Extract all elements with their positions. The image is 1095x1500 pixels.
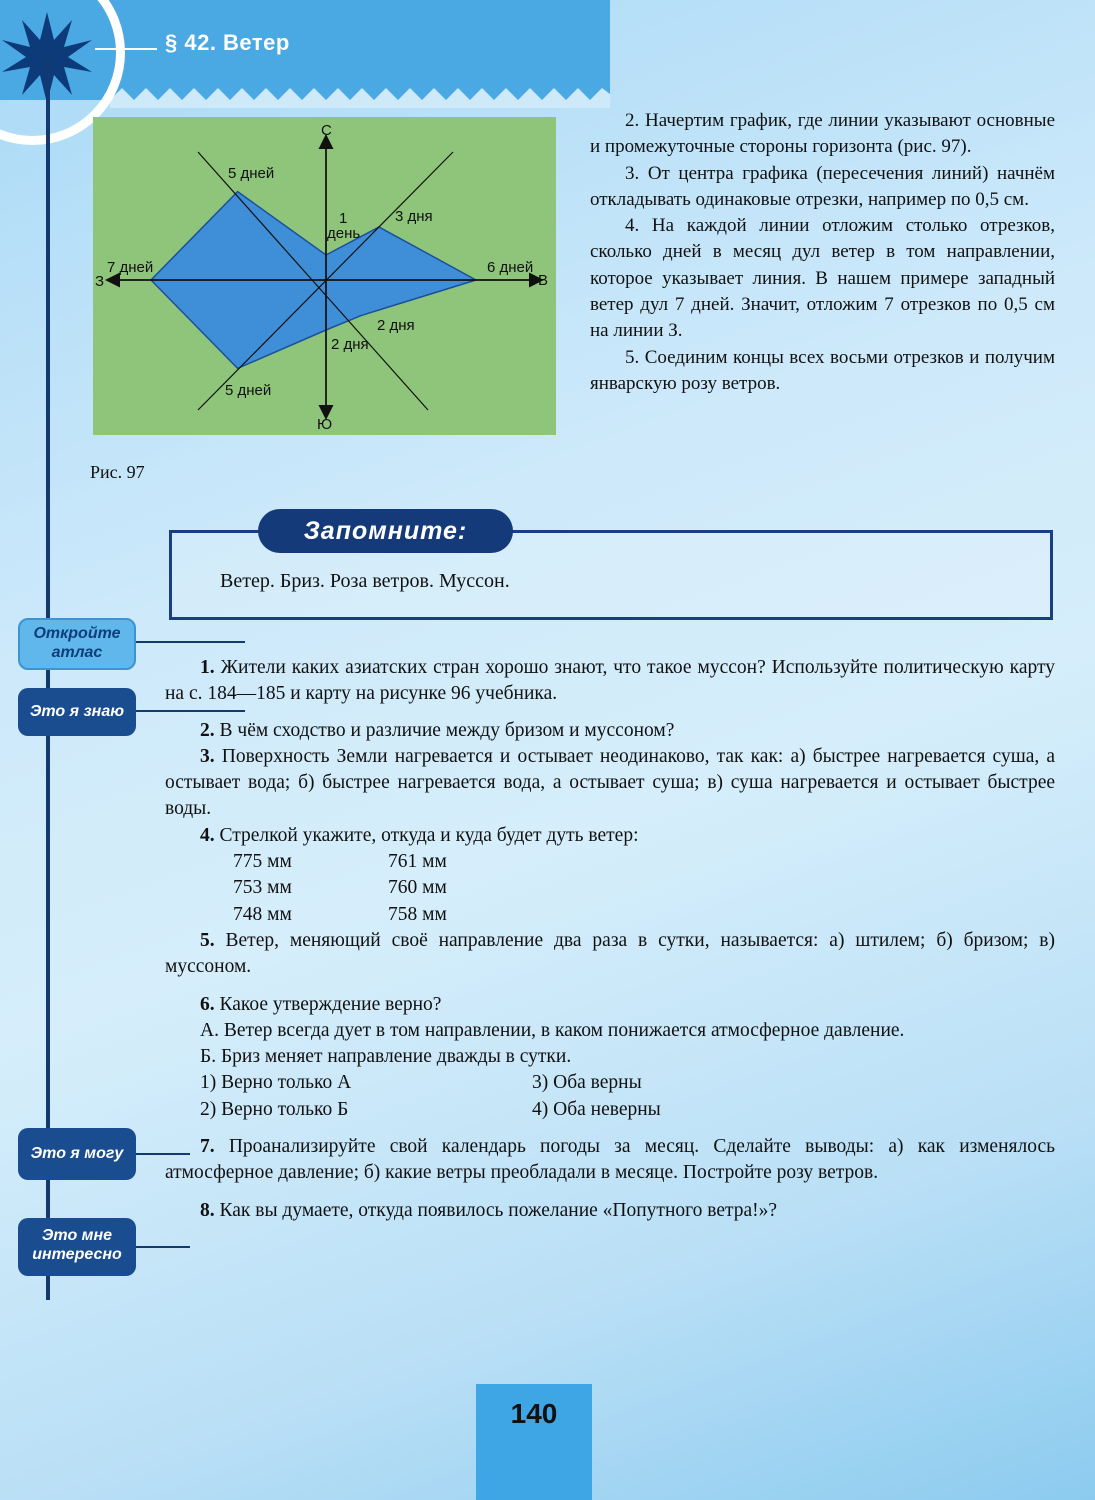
pressure-value: 748 мм [233,903,292,925]
margin-line [46,60,50,1300]
task-text: Поверхность Земли нагревается и остывает неодинаково, так как: а) быстрее нагревается суша, а остывает вода; б) быстрее нагревается вода, а остывает суша; в) суша нагревается и остывает быстрее воды. [165,745,1056,820]
margin-rule [135,1246,190,1248]
task-4 [165,823,1055,849]
task-6 [165,992,1055,1018]
answer-option: 2) Верно только Б [200,1098,349,1120]
label-north-2: день [327,225,361,242]
label-northeast: 3 дня [395,208,433,225]
task-number: 7. [200,1136,215,1158]
step-4: 4. На каждой линии отложим столько отрезков, сколько дней в месяц дул ветер в том направлении, которое указывает линия. В нашем примере западный ветер дул 7 дней. Значит, отложим 7 отрезков по 0,5 см на линии З. [590,215,1055,342]
step-2: 2. Начертим график, где линии указывают основные и промежуточные стороны горизонта (рис. 97). [590,110,1055,158]
label-north-1: 1 [339,210,348,227]
task-text: Жители каких азиатских стран хорошо знают, что такое муссон? Используйте политическую карту на с. 184—185 и карту на рисунке 96 учебника. [165,657,1055,705]
wind-rose-figure [93,117,556,435]
pressure-value: 753 мм [233,877,292,899]
compass-north: С [321,122,332,139]
pressure-value: 758 мм [388,903,447,925]
step-3: 3. От центра графика (пересечения линий) начнём откладывать одинаковые отрезки, например по 0,5 см. [590,162,1055,210]
pressure-value: 775 мм [233,851,292,873]
compass-south: Ю [317,416,333,433]
answer-option: 1) Верно только А [200,1072,352,1094]
task-number: 2. [200,719,215,741]
pressure-value: 760 мм [388,877,447,899]
page-number: 140 [510,1398,558,1429]
answer-row [200,1070,1055,1096]
task-number: 1. [200,657,215,678]
task-text: Проанализируйте свой календарь погоды за месяц. Сделайте выводы: а) как изменялось атмосферное давление; б) какие ветры преобладали в месяце. Постройте розу ветров. [165,1136,1055,1184]
tab-i-know: Это я знаю [18,688,136,736]
label-southeast: 2 дня [377,317,415,334]
label-south: 2 дня [331,336,369,353]
pressure-row [233,902,1055,928]
task-text: Как вы думаете, откуда появилось пожелание «Попутного ветра!»? [219,1199,778,1221]
tab-interesting: Это мне интересно [18,1218,136,1276]
answer-option: 3) Оба верны [532,1072,642,1094]
label-west: 7 дней [107,259,154,276]
task-6-statement-a: А. Ветер всегда дует в том направлении, в каком понижается атмосферное давление. [200,1019,905,1041]
task-6-statement-b: Б. Бриз меняет направление дважды в сутки. [200,1046,572,1068]
tab-i-can: Это я могу [18,1128,136,1180]
section-title: § 42. Ветер [165,30,290,55]
task-text: Ветер, меняющий своё направление два раза в сутки, называется: а) штилем; б) бризом; в) муссоном. [165,929,1056,978]
task-number: 5. [200,929,215,951]
remember-terms: Ветер. Бриз. Роза ветров. Муссон. [220,570,510,592]
task-text: В чём сходство и различие между бризом и муссоном? [219,719,675,741]
compass-east: В [538,272,549,289]
answer-row [200,1097,1055,1123]
label-northwest: 5 дней [228,165,275,182]
wind-rose-svg [93,117,556,435]
task-text: Какое утверждение верно? [219,993,442,1015]
label-east: 6 дней [487,259,534,276]
pressure-value: 761 мм [388,851,447,873]
tab-open-atlas: Откройте атлас [18,618,136,670]
label-southwest: 5 дней [225,382,272,399]
step-5: 5. Соединим концы всех восьми отрезков и получим январскую розу ветров. [590,346,1055,394]
task-8 [165,1198,1055,1224]
tasks-section [165,655,1055,1224]
figure-caption: Рис. 97 [90,462,145,482]
task-7 [165,1134,1055,1187]
pressure-row [233,875,1055,901]
steps-column [590,108,1055,397]
task-1 [165,655,1055,708]
task-number: 6. [200,993,215,1015]
header-zigzag [110,78,610,108]
task-number: 8. [200,1199,215,1221]
task-number: 4. [200,824,215,846]
compass-west: З [95,273,105,290]
pressure-row [233,849,1055,875]
task-2 [165,718,1055,744]
remember-title: Запомните: [258,509,513,553]
task-text: Стрелкой укажите, откуда и куда будет дуть ветер: [219,824,639,846]
header-rule [95,48,157,50]
answer-option: 4) Оба неверны [532,1098,661,1120]
margin-rule [135,641,245,643]
task-3 [165,744,1055,823]
task-5 [165,928,1055,981]
task-number: 3. [200,745,215,767]
